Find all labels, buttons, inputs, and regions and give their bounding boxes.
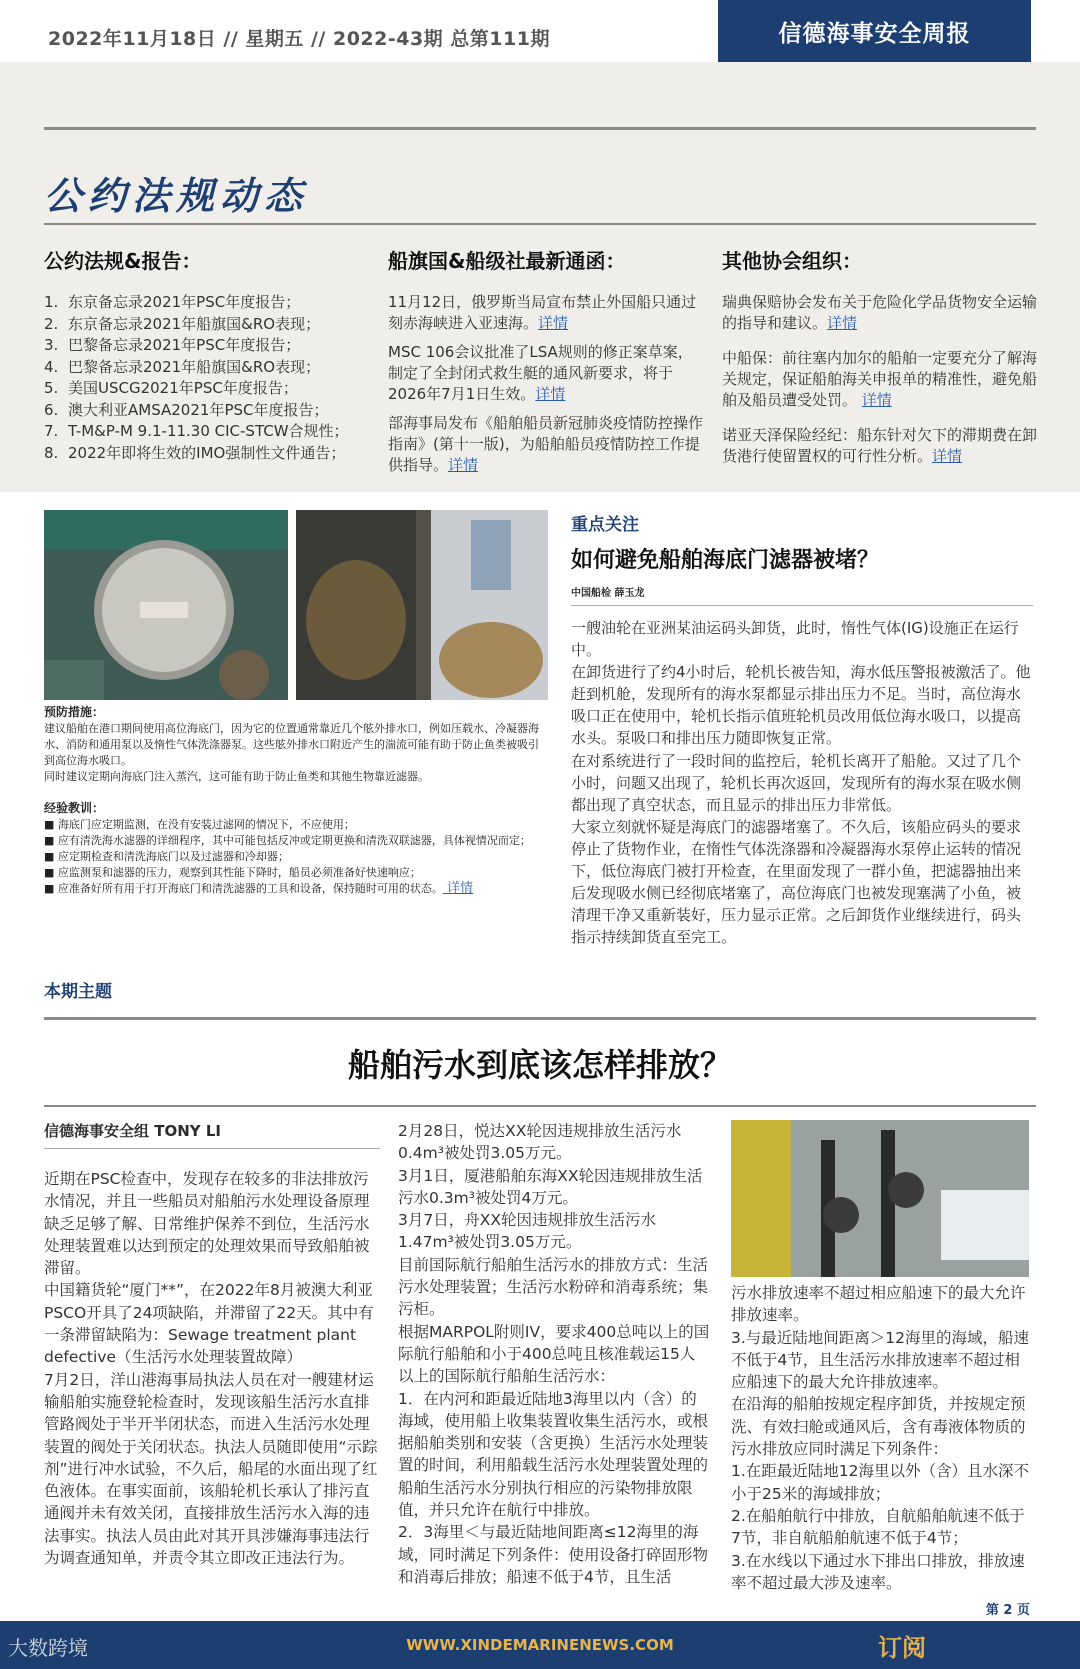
item-text: 美国USCG2021年PSC年度报告； (68, 379, 298, 397)
theme-column-3: 污水排放速率不超过相应船速下的最大允许排放速率。 3.与最近陆地间距离＞12海里的海域，船速不低于4节，且生活污水排放速率不超过相应船速下的最大允许排放速率。 在沿海的船舶按规定程序卸货，并按规定预洗、有效扫舱或通风后，含有毒液体物质的污水排放应同时满足下列条件： 1.在距最近陆地12海里以外（含）且水深不小于25米的海域排放； 2.在船舶航行中排放，自航船舶航速不低于7节，非自航船舶航速不低于4节； 3.在水线以下通过水下排出口排放，排放速率不超过最大涉及速率。 (731, 1284, 1030, 1592)
theme-column-2: 2月28日，悦达XX轮因违规排放生活污水0.4m³被处罚3.05万元。 3月1日，厦港船舶东海XX轮因违规排放生活污水0.3m³被处罚4万元。 3月7日，舟XX轮因违规排放生活污水1.47m³被处罚3.05万元。 目前国际航行船舶生活污水的排放方式：生活污水处理装置；生活污水粉碎和消毒系统；集污柜。 根据MARPOL附则IV，要求400总吨以上的国际航行船舶和小于400总吨且核准载运15人以上的国际航行船舶生活污水： 1．在内河和距最近陆地3海里以内（含）的海域，使用船上收集装置收集生活污水，或根据船舶类别和安装（含更换）生活污水处理装置的时间，利用船载生活污水处理装置处理的船舶生活污水分别执行相应的污染物排放限值，并只允许在航行中排放。 2．3海里＜与最近陆地间距离≤12海里的海域，同时满足下列条件：使用设备打碎固形物和消毒后排放；船速不低于4节，且生活 (398, 1122, 710, 1586)
item-text: 巴黎备忘录2021年PSC年度报告； (68, 336, 301, 354)
lessons-heading: 经验教训： (44, 801, 105, 815)
sewage-plant-photo (731, 1120, 1029, 1277)
flag-state-column (388, 245, 706, 484)
report-list-item[interactable] (44, 357, 384, 379)
theme-title: 船舶污水到底该怎样排放？ (347, 1046, 732, 1084)
item-number: 2. (44, 314, 59, 333)
item-text: 澳大利亚AMSA2021年PSC年度报告； (68, 400, 329, 419)
focus-title: 如何避免船舶海底门滤器被堵？ (571, 548, 880, 573)
lesson-item: ■ 应有清洗海水滤器的详细程序，其中可能包括反冲或定期更换和清洗双联滤器，具体视情况而定； (44, 834, 531, 847)
report-list-item[interactable] (44, 335, 384, 357)
issue-date-line: 2022年11月18日 // 星期五 // 2022-43期 总第111期 (48, 28, 550, 50)
notice-text: 诺亚天泽保险经纪：船东针对欠下的滞期费在卸货港行使留置权的可行性分析。 (722, 426, 1038, 465)
item-number: 1. (44, 293, 59, 311)
item-number: 4. (44, 357, 59, 376)
lesson-item: ■ 应准备好所有用于打开海底门和清洗滤器的工具和设备，保持随时可用的状态。 详情 (44, 881, 474, 896)
report-list-item[interactable] (44, 314, 384, 336)
details-link[interactable]: 详情 (861, 391, 892, 409)
details-link[interactable]: 详情 (538, 314, 569, 332)
lesson-item: ■ 应监测泵和滤器的压力，观察到其性能下降时，船员必须准备好快速响应； (44, 866, 421, 879)
associations-column (722, 245, 1038, 481)
theme-column-1: 近期在PSC检查中，发现存在较多的非法排放污水情况，并且一些船员对船舶污水处理设备原理缺乏足够了解、日常维护保养不到位，生活污水处理装置难以达到预定的处理效果而导致船舶被滞留。 中国籍货轮“厦门**”，在2022年8月被澳大利亚PSCO开具了24项缺陷，并滞留了22天。其中有一条滞留缺陷为：Sewage treatment plant defective（生活污水处理装置故障） 7月2日，洋山港海事局执法人员在对一艘建材运输船舶实施登轮检查时，发现该船生活污水直排管路阀处于半开半闭状态，而进入生活污水处理装置的阀处于关闭状态。执法人员随即使用“示踪剂”进行冲水试验，不久后，船尾的水面出现了红色液体。在事实面前，该船轮机长承认了排污直通阀并未有效关闭，直接排放生活污水入海的违法事实。执法人员由此对其开具涉嫌海事违法行为调查通知单，并责令其立即改正违法行为。 (44, 1170, 378, 1568)
report-list-item[interactable] (44, 421, 384, 443)
item-text: 东京备忘录2021年PSC年度报告； (68, 293, 301, 311)
notice-item (722, 348, 1038, 411)
focus-body: 一艘油轮在亚洲某油运码头卸货，此时，惰性气体(IG)设施正在运行中。 在卸货进行了约4小时后，轮机长被告知，海水低压警报被激活了。他赶到机舱，发现所有的海水泵都显示排出压力不足。当时，高位海水吸口正在使用中，轮机长指示值班轮机员改用低位海水吸口，以提高水头。泵吸口和排出压力随即恢复正常。 在对系统进行了一段时间的监控后，轮机长离开了船舱。又过了几个小时，问题又出现了，轮机长再次返回，发现所有的海水泵在吸水侧都出现了真空状态，而且显示的排出压力非常低。 大家立刻就怀疑是海底门的滤器堵塞了。不久后，该船应码头的要求停止了货物作业，在惰性气体洗涤器和冷凝器海水泵停止运转的情况下，低位海底门被打开检查，在里面发现了一群小鱼，把滤器抽出来后发现吸水侧已经彻底堵塞了，高位海底门也被发现塞满了小鱼，被清理干净又重新装好，压力显示正常。之后卸货作业继续进行，码头指示持续卸货直至完工。 (571, 619, 1031, 947)
focus-tag: 重点关注 (571, 515, 639, 535)
report-list (44, 292, 384, 464)
notice-item (388, 292, 706, 334)
details-link[interactable]: 详情 (932, 447, 963, 465)
column-heading: 其他协会组织： (722, 249, 862, 273)
prevention-heading: 预防措施： (44, 705, 105, 719)
item-text: 巴黎备忘录2021年船旗国&RO表现； (68, 357, 321, 376)
theme-tag: 本期主题 (44, 982, 112, 1002)
prevention-text: 建议船舶在港口期间使用高位海底门，因为它的位置通常靠近几个舷外排水口，例如压载水、冷凝器海水、消防和通用泵以及惰性气体洗涤器泵。这些舷外排水口附近产生的湍流可能有助于防止鱼类被吸引到高位海水吸口。 同时建议定期向海底门注入蒸汽，这可能有助于防止鱼类和其他生物靠近滤器。 (44, 722, 539, 783)
notice-text: 中船保：前往塞内加尔的船舶一定要充分了解海关规定，保证船舶海关申报单的精准性，避免船舶及船员遭受处罚。 (722, 349, 1038, 409)
notice-text: 瑞典保赔协会发布关于危险化学品货物安全运输的指导和建议。 (722, 293, 1038, 332)
notice-item (722, 292, 1038, 334)
brand-banner: 信德海事安全周报 (718, 0, 1031, 62)
website-link[interactable]: WWW.XINDEMARINENEWS.COM (406, 1636, 674, 1654)
item-number: 3. (44, 336, 59, 354)
lesson-item: ■ 应定期检查和清洗海底门以及过滤器和冷却器； (44, 850, 289, 863)
lessons-block (44, 800, 549, 897)
divider (44, 1105, 1036, 1107)
regulations-column (44, 245, 384, 464)
item-number: 8. (44, 443, 59, 462)
report-list-item[interactable] (44, 292, 384, 314)
column-heading: 船旗国&船级社最新通函： (388, 249, 626, 273)
report-list-item[interactable] (44, 400, 384, 422)
notice-item (722, 425, 1038, 467)
details-link[interactable]: 详情 (448, 456, 479, 474)
item-text: 东京备忘录2021年船旗国&RO表现； (68, 314, 321, 333)
subscribe-button[interactable]: 订阅 (878, 1634, 926, 1662)
watermark-logo: 大数跨境 (8, 1636, 88, 1660)
divider (571, 605, 1033, 606)
divider (44, 127, 1036, 130)
focus-byline: 中国船检 薛玉龙 (571, 588, 645, 599)
notice-text: MSC 106会议批准了LSA规则的修正案草案，制定了全封闭式救生艇的通风新要求，将于2026年7月1日生效。 (388, 343, 693, 403)
details-link[interactable]: 详情 (442, 881, 474, 896)
page-number: 第 2 页 (985, 1603, 1030, 1618)
notice-item (388, 413, 706, 476)
notice-text: 部海事局发布《船舶船员新冠肺炎疫情防控操作指南》(第十一版)，为船舶船员疫情防控工作提供指导。 (388, 414, 704, 474)
prevention-block (44, 704, 549, 785)
item-number: 6. (44, 400, 59, 419)
notice-text: 11月12日，俄罗斯当局宣布禁止外国船只通过刻赤海峡进入亚速海。 (388, 293, 697, 332)
divider (44, 1017, 1036, 1020)
divider (44, 1148, 380, 1149)
notice-item (388, 342, 706, 405)
theme-author: 信德海事安全组 TONY LI (44, 1122, 221, 1140)
column-heading: 公约法规&报告： (44, 249, 202, 273)
details-link[interactable]: 详情 (535, 385, 566, 403)
details-link[interactable]: 详情 (827, 314, 858, 332)
divider (44, 223, 1036, 225)
lesson-item: ■ 海底门应定期监测，在没有安装过滤网的情况下，不应使用； (44, 818, 355, 831)
report-list-item[interactable] (44, 378, 384, 400)
focus-article (571, 510, 1033, 948)
item-number: 7. (44, 422, 59, 440)
item-number: 5. (44, 379, 59, 397)
sea-chest-photo (44, 510, 288, 700)
item-text: T-M&P-M 9.1-11.30 CIC-STCW合规性； (68, 422, 349, 440)
strainer-photo (296, 510, 548, 700)
report-list-item[interactable] (44, 443, 384, 465)
item-text: 2022年即将生效的IMO强制性文件通告； (68, 443, 346, 462)
section-title: 公约法规动态 (44, 174, 309, 218)
